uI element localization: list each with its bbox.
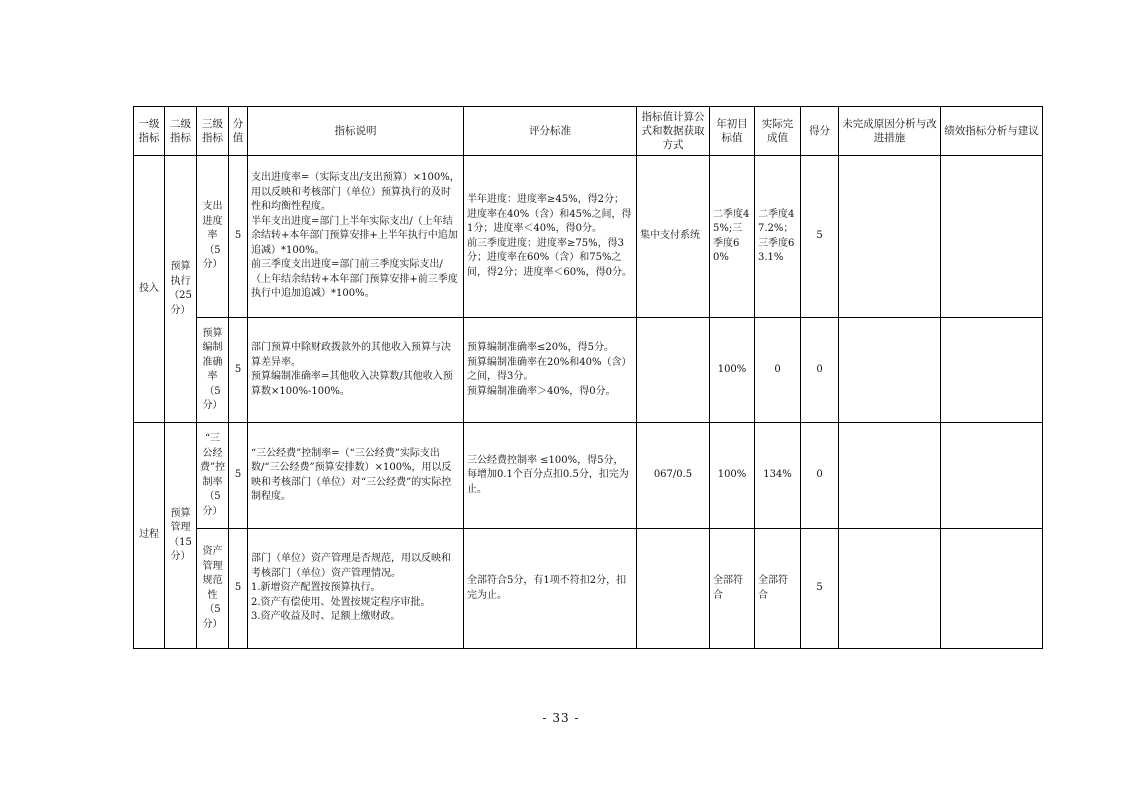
level1-cell: 投入 [134,156,165,423]
score-cell: 5 [801,529,839,649]
description-cell [248,318,464,423]
cell-text-line: 部门（单位）资产管理是否规范，用以反映和考核部门（单位）资产管理情况。 [251,553,451,579]
score-cell: 0 [801,423,839,529]
analysis-cell [839,423,941,529]
actual-cell: 全部符合 [755,529,801,649]
cell-text-line: 前三季度支出进度=部门前三季度实际支出/（上年结余结转+本年部门预算安排+前三季度执行中追加追减）*100%。 [251,259,458,300]
level2-cell: 预算执行（25分） [165,156,197,423]
suggestion-cell [941,529,1043,649]
header-score-weight: 分值 [229,107,248,156]
actual-cell: 134% [755,423,801,529]
target-cell: 二季度45%;三季度60% [710,156,755,318]
header-level2: 二级指标 [165,107,197,156]
criteria-cell [464,318,637,423]
cell-text-line: 半年进度：进度率≥45%，得2分；进度率在40%（含）和45%之间，得1分；进度率＜40%，得0分。 [467,194,632,234]
analysis-cell [839,529,941,649]
cell-text-line: 三公经费控制率 ≤100%，得5分，每增加0.1个百分点扣0.5分，扣完为止。 [467,454,629,495]
level3-cell: 资产管理规范性（5分） [197,529,229,649]
analysis-cell [839,156,941,318]
level3-cell: “三公经费”控制率（5分） [197,423,229,529]
weight-cell: 5 [229,318,248,423]
target-cell: 100% [710,318,755,423]
score-cell: 5 [801,156,839,318]
table-row [134,156,1043,318]
header-level1: 一级指标 [134,107,165,156]
criteria-cell [464,423,637,529]
cell-text-line: 预算编制准确率=其他收入决算数/其他收入预算数×100%-100%。 [251,371,453,397]
header-criteria: 评分标准 [464,107,637,156]
weight-cell: 5 [229,156,248,318]
level3-cell: 预算编制准确率（5分） [197,318,229,423]
table-row [134,529,1043,649]
header-score: 得分 [801,107,839,156]
data-method-cell [637,318,710,423]
weight-cell: 5 [229,529,248,649]
header-actual: 实际完成值 [755,107,801,156]
cell-text-line: 部门预算中除财政拨款外的其他收入预算与决算差异率。 [251,342,451,368]
header-target: 年初目标值 [710,107,755,156]
suggestion-cell [941,318,1043,423]
cell-text-line: 预算编制准确率≤20%，得5分。 [467,342,614,353]
target-cell: 100% [710,423,755,529]
data-method-cell: 067/0.5 [637,423,710,529]
table-row [134,318,1043,423]
level3-cell: 支出进度率（5分） [197,156,229,318]
header-data-method: 指标值计算公式和数据获取方式 [637,107,710,156]
cell-text-line: 半年支出进度=部门上半年实际支出/（上年结余结转+本年部门预算安排+上半年执行中追加追减）*100%。 [251,215,458,256]
actual-cell: 0 [755,318,801,423]
weight-cell: 5 [229,423,248,529]
description-cell [248,156,464,318]
cell-text-line: 前三季度进度：进度率≥75%，得3分；进度率在60%（含）和75%之间，得2分；进度率＜60%，得0分。 [467,237,632,278]
performance-evaluation-table-wrapper [133,106,1042,649]
cell-text-line: 预算编制准确率在20%和40%（含）之间，得3分。 [467,356,632,382]
header-level3: 三级指标 [197,107,229,156]
header-description: 指标说明 [248,107,464,156]
description-cell [248,423,464,529]
description-cell [248,529,464,649]
criteria-cell [464,156,637,318]
target-cell: 全部符合 [710,529,755,649]
cell-text-line: 1.新增资产配置按预算执行。 [251,582,381,594]
data-method-cell [637,529,710,649]
data-method-cell: 集中支付系统 [637,156,710,318]
analysis-cell [839,318,941,423]
cell-text-line: 2.资产有偿使用、处置按规定程序审批。 [251,596,431,608]
table-row [134,423,1043,529]
table-header-row [134,107,1043,156]
cell-text-line: 支出进度率=（实际支出/支出预算）×100%，用以反映和考核部门（单位）预算执行的及时性和均衡性程度。 [251,172,460,213]
criteria-cell [464,529,637,649]
header-suggestion: 绩效指标分析与建议 [941,107,1043,156]
page-number: - 33 - [542,711,580,725]
level1-cell: 过程 [134,423,165,649]
suggestion-cell [941,156,1043,318]
level2-cell: 预算管理（15分） [165,423,197,649]
actual-cell: 二季度47.2%；三季度63.1% [755,156,801,318]
score-cell: 0 [801,318,839,423]
suggestion-cell [941,423,1043,529]
cell-text-line: 3.资产收益及时、足额上缴财政。 [251,611,401,623]
header-analysis: 未完成原因分析与改进措施 [839,107,941,156]
cell-text-line: 全部符合5分，有1项不符扣2分，扣完为止。 [467,575,627,601]
performance-evaluation-table [133,106,1043,649]
cell-text-line: “三公经费”控制率=（“三公经费”实际支出数/“三公经费”预算安排数）×100%，用以反映和考核部门（单位）对“三公经费”的实际控制程度。 [251,447,452,502]
cell-text-line: 预算编制准确率＞40%，得0分。 [467,385,616,397]
